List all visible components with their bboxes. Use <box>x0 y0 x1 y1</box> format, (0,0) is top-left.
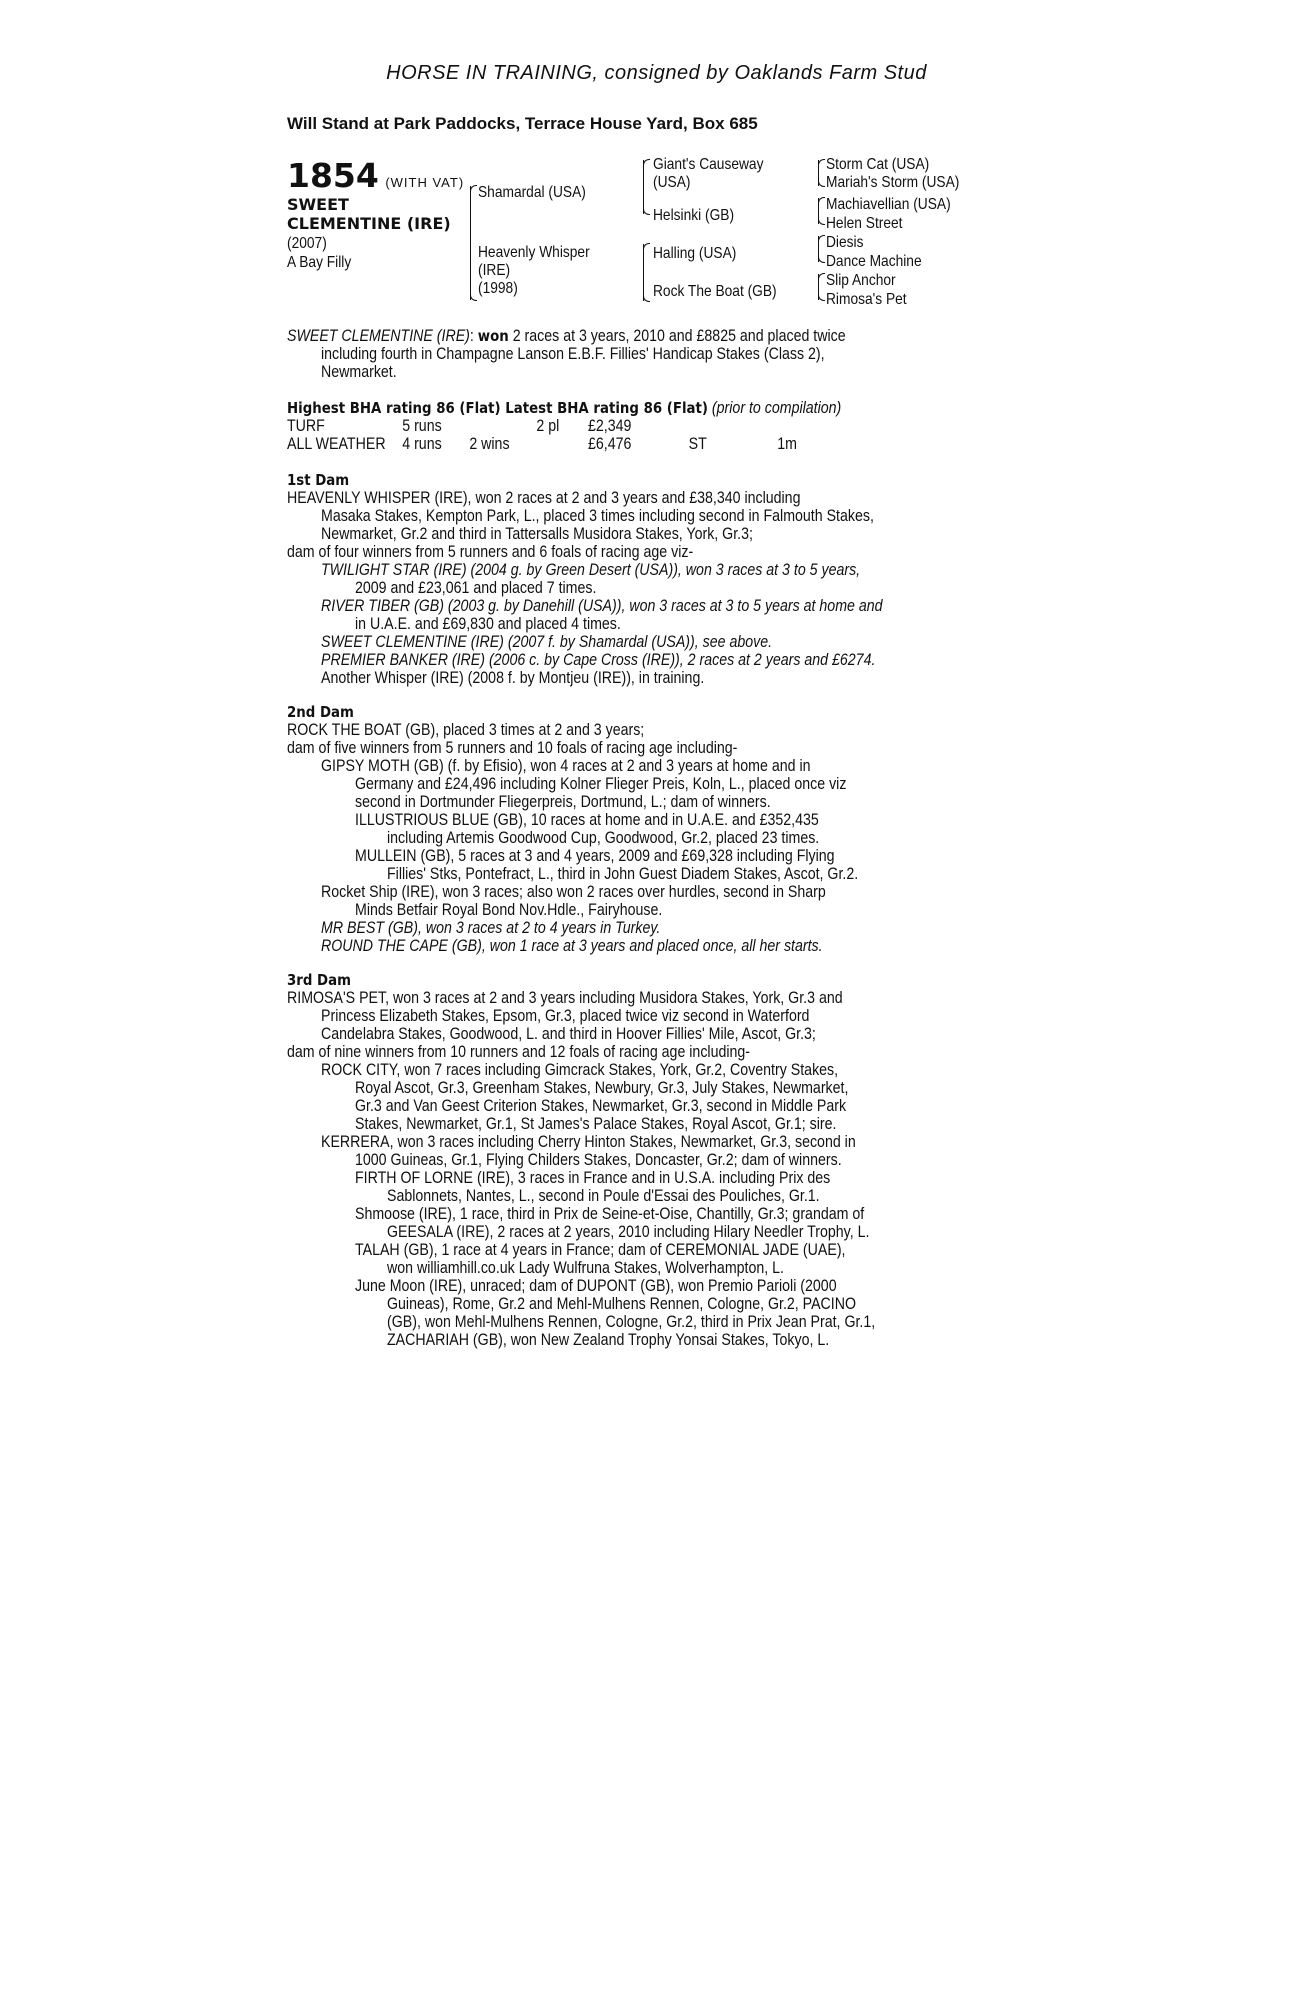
rating-going: ST <box>688 435 707 453</box>
brace-dd <box>818 274 819 300</box>
ped-sd: Helsinki (GB) <box>653 207 735 224</box>
summary-colon: : <box>469 327 478 345</box>
summary-text: 2 races at 3 years, 2010 and £8825 and placed twice <box>508 327 846 345</box>
dam3-line: FIRTH OF LORNE (IRE), 3 races in France and in U.S.A. including Prix des <box>355 1169 831 1187</box>
summary-won: won <box>477 327 509 345</box>
dam3-line: won williamhill.co.uk Lady Wulfruna Stakes, Wolverhampton, L. <box>387 1259 784 1277</box>
dam2-line: GIPSY MOTH (GB) (f. by Efisio), won 4 races at 2 and 3 years at home and in <box>321 757 811 775</box>
foaling-year: (2007) <box>287 235 327 252</box>
first-dam-heading: 1st Dam <box>287 471 350 489</box>
dam3-line: 1000 Guineas, Gr.1, Flying Childers Stakes, Doncaster, Gr.2; dam of winners. <box>355 1151 842 1169</box>
dam3-line: Princess Elizabeth Stakes, Epsom, Gr.3, placed twice viz second in Waterford <box>321 1007 810 1025</box>
dam2-line: ILLUSTRIOUS BLUE (GB), 10 races at home and in U.A.E. and £352,435 <box>355 811 819 829</box>
ped-ss-line-2: (USA) <box>653 174 691 191</box>
horse-description: A Bay Filly <box>287 254 352 271</box>
rating-runs: 4 runs <box>402 435 442 453</box>
ped-dsd: Dance Machine <box>826 253 922 270</box>
dam1-line: dam of four winners from 5 runners and 6 foals of racing age viz- <box>287 543 694 561</box>
brace-main <box>470 186 471 300</box>
horse-name <box>287 195 451 233</box>
ped-dss: Diesis <box>826 234 864 251</box>
dam3-line: GEESALA (IRE), 2 races at 2 years, 2010 including Hilary Needler Trophy, L. <box>387 1223 870 1241</box>
dam3-line: Stakes, Newmarket, Gr.1, St James's Palace Stakes, Royal Ascot, Gr.1; sire. <box>355 1115 837 1133</box>
dam3-line: ZACHARIAH (GB), won New Zealand Trophy Yonsai Stakes, Tokyo, L. <box>387 1331 830 1349</box>
dam2-line: ROCK THE BOAT (GB), placed 3 times at 2 and 3 years; <box>287 721 645 739</box>
dam3-line: KERRERA, won 3 races including Cherry Hinton Stakes, Newmarket, Gr.3, second in <box>321 1133 856 1151</box>
dam1-line: Newmarket, Gr.2 and third in Tattersalls Musidora Stakes, York, Gr.3; <box>321 525 753 543</box>
brace-sire <box>643 160 644 214</box>
dam3-line: June Moon (IRE), unraced; dam of DUPONT (GB), won Premio Parioli (2000 <box>355 1277 837 1295</box>
rating-row-aw <box>287 436 889 454</box>
horse-name-line-2: CLEMENTINE (IRE) <box>287 214 451 233</box>
rating-heading: Highest BHA rating 86 (Flat) Latest BHA rating 86 (Flat) <box>287 399 708 417</box>
ped-dam-line-1: Heavenly Whisper <box>478 244 590 261</box>
consignor-header: HORSE IN TRAINING, consigned by Oaklands Farm Stud <box>386 62 927 84</box>
dam1-line: RIVER TIBER (GB) (2003 g. by Danehill (USA)), won 3 races at 3 to 5 years at home and <box>321 597 883 615</box>
third-dam-heading: 3rd Dam <box>287 971 351 989</box>
dam3-line: Royal Ascot, Gr.3, Greenham Stakes, Newbury, Gr.3, July Stakes, Newmarket, <box>355 1079 849 1097</box>
ped-dds: Slip Anchor <box>826 272 896 289</box>
ped-sds: Machiavellian (USA) <box>826 196 951 213</box>
lot-number: 1854 <box>287 156 379 195</box>
dam3-line: (GB), won Mehl-Mulhens Rennen, Cologne, Gr.2, third in Prix Jean Prat, Gr.1, <box>387 1313 876 1331</box>
dam1-line: PREMIER BANKER (IRE) (2006 c. by Cape Cross (IRE)), 2 races at 2 years and £6274. <box>321 651 876 669</box>
stabling-location: Will Stand at Park Paddocks, Terrace House Yard, Box 685 <box>287 114 758 133</box>
vat-note: (WITH VAT) <box>385 175 465 190</box>
dam3-line: RIMOSA'S PET, won 3 races at 2 and 3 years including Musidora Stakes, York, Gr.3 and <box>287 989 843 1007</box>
rating-note: (prior to compilation) <box>711 399 842 417</box>
ped-dd: Rock The Boat (GB) <box>653 283 777 300</box>
dam2-line: ROUND THE CAPE (GB), won 1 race at 3 years and placed once, all her starts. <box>321 937 823 955</box>
rating-distance: 1m <box>777 435 797 453</box>
dam1-line: Masaka Stakes, Kempton Park, L., placed 3 times including second in Falmouth Stakes, <box>321 507 874 525</box>
dam2-line: second in Dortmunder Fliegerpreis, Dortmund, L.; dam of winners. <box>355 793 771 811</box>
second-dam-heading: 2nd Dam <box>287 703 354 721</box>
dam3-line: Shmoose (IRE), 1 race, third in Prix de Seine-et-Oise, Chantilly, Gr.3; grandam of <box>355 1205 865 1223</box>
rating-surface: TURF <box>287 417 325 435</box>
dam2-line: MULLEIN (GB), 5 races at 3 and 4 years, 2009 and £69,328 including Flying <box>355 847 835 865</box>
ped-dam-line-2: (IRE) <box>478 262 511 279</box>
horse-meta <box>287 234 362 272</box>
brace-dam <box>643 244 644 301</box>
lot-number-block <box>287 156 464 195</box>
ped-ssd: Mariah's Storm (USA) <box>826 174 960 191</box>
ped-sdd: Helen Street <box>826 215 903 232</box>
rating-wins: 2 wins <box>469 435 510 453</box>
dam2-line: Fillies' Stks, Pontefract, L., third in John Guest Diadem Stakes, Ascot, Gr.2. <box>387 865 859 883</box>
dam3-line: Gr.3 and Van Geest Criterion Stakes, Newmarket, Gr.3, second in Middle Park <box>355 1097 847 1115</box>
dam1-line: HEAVENLY WHISPER (IRE), won 2 races at 2 and 3 years and £38,340 including <box>287 489 801 507</box>
rating-row-turf <box>287 418 889 436</box>
dam3-line: TALAH (GB), 1 race at 4 years in France; dam of CEREMONIAL JADE (UAE), <box>355 1241 846 1259</box>
dam3-line: Sablonnets, Nantes, L., second in Poule d'Essai des Pouliches, Gr.1. <box>387 1187 820 1205</box>
dam2-line: Rocket Ship (IRE), won 3 races; also won 2 races over hurdles, second in Sharp <box>321 883 826 901</box>
dam2-line: dam of five winners from 5 runners and 10 foals of racing age including- <box>287 739 738 757</box>
ped-sire: Shamardal (USA) <box>478 184 586 201</box>
ped-ss-line-1: Giant's Causeway <box>653 156 764 173</box>
summary-horse: SWEET CLEMENTINE (IRE) <box>287 327 470 345</box>
dam1-line: in U.A.E. and £69,830 and placed 4 times. <box>355 615 621 633</box>
summary-line-2: including fourth in Champagne Lanson E.B.F. Fillies' Handicap Stakes (Class 2), <box>321 345 825 363</box>
rating-surface: ALL WEATHER <box>287 435 386 453</box>
dam2-line: MR BEST (GB), won 3 races at 2 to 4 years in Turkey. <box>321 919 661 937</box>
ped-sss: Storm Cat (USA) <box>826 156 930 173</box>
rating-money: £2,349 <box>588 417 632 435</box>
brace-ds <box>818 236 819 262</box>
dam3-line: dam of nine winners from 10 runners and 12 foals of racing age including- <box>287 1043 751 1061</box>
brace-sd <box>818 198 819 224</box>
dam3-line: ROCK CITY, won 7 races including Gimcrack Stakes, York, Gr.2, Coventry Stakes, <box>321 1061 839 1079</box>
dam1-line: 2009 and £23,061 and placed 7 times. <box>355 579 597 597</box>
ped-ddd: Rimosa's Pet <box>826 291 907 308</box>
dam2-line: Germany and £24,496 including Kolner Flieger Preis, Koln, L., placed once viz <box>355 775 847 793</box>
dam2-line: Minds Betfair Royal Bond Nov.Hdle., Fairyhouse. <box>355 901 663 919</box>
rating-runs: 5 runs <box>402 417 442 435</box>
rating-placed: 2 pl <box>536 417 560 435</box>
dam3-line: Candelabra Stakes, Goodwood, L. and third in Hoover Fillies' Mile, Ascot, Gr.3; <box>321 1025 816 1043</box>
brace-ss <box>818 160 819 186</box>
horse-name-line-1: SWEET <box>287 195 349 214</box>
rating-money: £6,476 <box>588 435 632 453</box>
ped-dam-line-3: (1998) <box>478 280 518 297</box>
dam3-line: Guineas), Rome, Gr.2 and Mehl-Mulhens Rennen, Cologne, Gr.2, PACINO <box>387 1295 857 1313</box>
summary-line-3: Newmarket. <box>321 363 397 381</box>
dam1-line: Another Whisper (IRE) (2008 f. by Montjeu (IRE)), in training. <box>321 669 705 687</box>
dam1-line: SWEET CLEMENTINE (IRE) (2007 f. by Shamardal (USA)), see above. <box>321 633 773 651</box>
dam2-line: including Artemis Goodwood Cup, Goodwood, Gr.2, placed 23 times. <box>387 829 820 847</box>
dam1-line: TWILIGHT STAR (IRE) (2004 g. by Green Desert (USA)), won 3 races at 3 to 5 years, <box>321 561 861 579</box>
ped-ds: Halling (USA) <box>653 245 737 262</box>
